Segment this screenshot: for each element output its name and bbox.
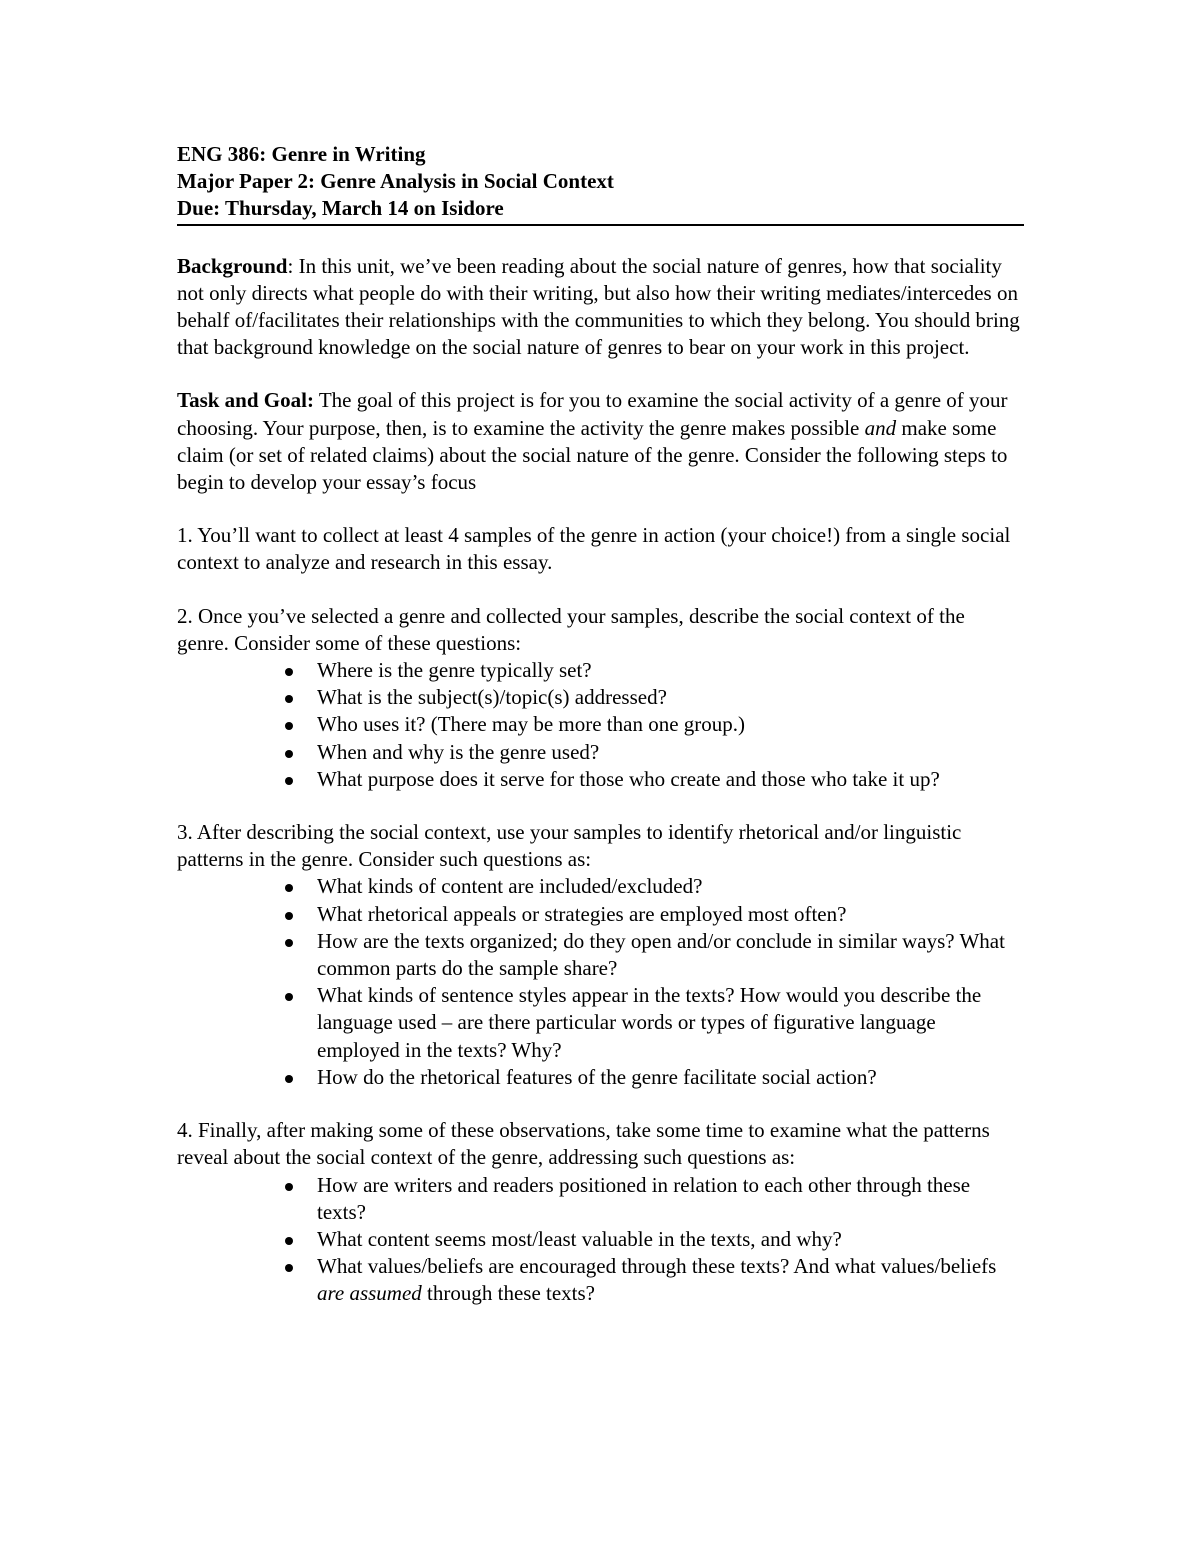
list-item: What rhetorical appeals or strategies are employed most often?	[317, 901, 1021, 928]
list-item: What is the subject(s)/topic(s) addressed?	[317, 684, 1021, 711]
assignment-title: Major Paper 2: Genre Analysis in Social Context	[177, 169, 614, 194]
task-text-after: make some claim (or set of related claims) about the social nature of the genre. Consider the following steps to begin to develop your essay’s focus	[177, 415, 1008, 495]
step-4-questions	[177, 1172, 1021, 1308]
bullet-icon	[285, 884, 293, 892]
step-3-text: 3. After describing the social context, use your samples to identify rhetorical and/or linguistic patterns in the genre. Consider such questions as:	[177, 820, 962, 872]
background-text: : In this unit, we’ve been reading about the social nature of genres, how that sociality not only directs what people do with their writing, but also how their writing mediates/intercedes on behalf of/facilitates their relationships with the communities to which they belong. You should bring that background knowledge on the social nature of genres to bear on your work in this project.	[177, 253, 1020, 360]
list-item: How are the texts organized; do they open and/or conclude in similar ways? What common parts do the sample share?	[317, 928, 1021, 982]
background-paragraph	[177, 253, 1021, 362]
step-2-text: 2. Once you’ve selected a genre and collected your samples, describe the social context of the genre. Consider some of these questions:	[177, 603, 965, 655]
bullet-icon	[285, 1264, 293, 1272]
list-item: What content seems most/least valuable in the texts, and why?	[317, 1226, 1021, 1253]
list-item: What values/beliefs are encouraged through these texts? And what values/beliefs are assumed through these texts?	[317, 1253, 1021, 1307]
task-paragraph	[177, 387, 1021, 496]
bullet-icon	[285, 912, 293, 920]
bullet-icon	[285, 939, 293, 947]
list-item: What purpose does it serve for those who create and those who take it up?	[317, 766, 1021, 793]
task-text-before: The goal of this project is for you to examine the social activity of a genre of your choosing. Your purpose, then, is to examine the activity the genre makes possible	[177, 388, 1008, 440]
bullet-icon	[285, 750, 293, 758]
step-3	[177, 819, 1021, 1091]
task-label: Task and Goal:	[177, 388, 314, 413]
bullet-icon	[285, 668, 293, 676]
list-item: Where is the genre typically set?	[317, 657, 1021, 684]
step-3-questions	[177, 873, 1021, 1091]
bullet-icon	[285, 722, 293, 730]
background-label: Background	[177, 253, 288, 278]
header-divider	[177, 224, 1024, 226]
due-date: Due: Thursday, March 14 on Isidore	[177, 196, 504, 221]
bullet-icon	[285, 1075, 293, 1083]
step-4-text: 4. Finally, after making some of these observations, take some time to examine what the patterns reveal about the social context of the genre, addressing such questions as:	[177, 1118, 990, 1170]
course-title: ENG 386: Genre in Writing	[177, 142, 426, 166]
list-item: Who uses it? (There may be more than one group.)	[317, 711, 1021, 738]
list-item: How are writers and readers positioned in relation to each other through these texts?	[317, 1172, 1021, 1226]
bullet-icon	[285, 695, 293, 703]
task-emphasis: and	[864, 415, 897, 440]
list-item: What kinds of content are included/excluded?	[317, 873, 1021, 900]
step-2-questions	[177, 657, 1021, 793]
list-item: What kinds of sentence styles appear in the texts? How would you describe the language used – are there particular words or types of figurative language employed in the texts? Why?	[317, 982, 1021, 1064]
bullet-icon	[285, 1183, 293, 1191]
document-page	[177, 141, 1021, 1308]
list-item: When and why is the genre used?	[317, 739, 1021, 766]
step-1: 1. You’ll want to collect at least 4 samples of the genre in action (your choice!) from a single social context to analyze and research in this essay.	[177, 523, 1011, 575]
list-item: How do the rhetorical features of the genre facilitate social action?	[317, 1064, 1021, 1091]
bullet-icon	[285, 777, 293, 785]
step-2	[177, 603, 1021, 793]
bullet-icon	[285, 993, 293, 1001]
step-4	[177, 1117, 1021, 1307]
bullet-icon	[285, 1237, 293, 1245]
